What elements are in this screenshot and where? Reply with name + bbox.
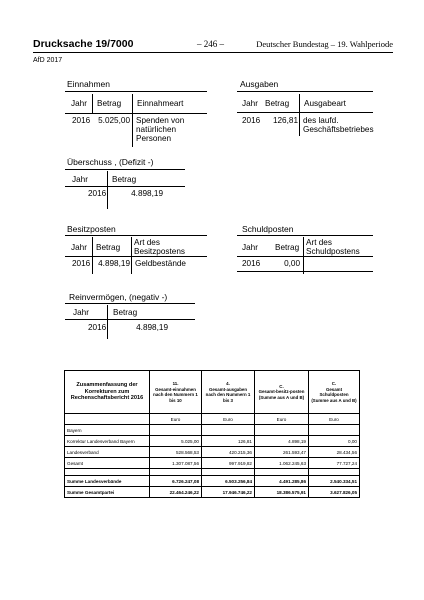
ausgaben-title: Ausgaben [240, 79, 279, 89]
besitzposten-jahr-value: 2016 [72, 259, 91, 268]
besitzposten-col-art: Art des Besitzpostens [134, 238, 185, 257]
ausgaben-divider [299, 94, 300, 136]
reinvermoegen-header-rule [65, 319, 195, 320]
reinvermoegen-col-betrag: Betrag [113, 308, 138, 317]
besitzposten-col-betrag: Betrag [96, 243, 121, 252]
einnahmen-jahr-value: 2016 [72, 116, 91, 125]
besitzposten-art-value: Geldbestände [135, 259, 186, 268]
einnahmen-col-betrag: Betrag [97, 99, 122, 108]
summary-col-text: Gesamt-ausgaben nach den Nummern 1 bis 3 [205, 386, 251, 403]
besitzposten-col-jahr: Jahr [71, 243, 87, 252]
summary-col-number: C. [279, 383, 284, 389]
table-row [65, 487, 360, 498]
ausgaben-col-betrag: Betrag [265, 99, 290, 108]
besitzposten-title: Besitzposten [67, 224, 116, 234]
schuldposten-title: Schuldposten [242, 224, 294, 234]
ueberschuss-betrag-value: 4.898,19 [131, 189, 163, 198]
party-year-label: AfD 2017 [33, 57, 63, 64]
ueberschuss-col-jahr: Jahr [72, 175, 88, 184]
summary-cell-empty [309, 469, 360, 476]
summary-col-header [309, 371, 360, 414]
einnahmen-art-value: Spenden von natürlichen Personen [136, 116, 185, 144]
summary-cell: 77.727,24 [309, 458, 360, 469]
summary-col-number: 4. [226, 381, 230, 386]
table-row [65, 436, 360, 447]
summary-cell: 0,00 [309, 436, 360, 447]
ausgaben-art-value: des laufd. Geschäftsbetriebes [303, 116, 374, 135]
einnahmen-col-art: Einnahmeart [137, 99, 184, 108]
summary-unit: Euro [255, 414, 309, 425]
summary-cell: 28.434,56 [309, 447, 360, 458]
summary-cell-empty [255, 425, 309, 436]
summary-cell: 4.491.285,86 [255, 476, 309, 487]
summary-col-text: Gesamt-besitz-posten (Summe aus A und B) [258, 389, 305, 400]
schuldposten-title-rule [237, 235, 373, 236]
summary-row-label: Landesverband [65, 447, 150, 458]
schuldposten-header-rule [237, 256, 373, 257]
summary-cell-empty [150, 469, 202, 476]
ueberschuss-title-rule [65, 169, 185, 170]
reinvermoegen-title: Reinvermögen, (negativ -) [69, 292, 168, 302]
ausgaben-jahr-value: 2016 [242, 116, 261, 125]
summary-cell: 1.062.245,63 [255, 458, 309, 469]
summary-unit-blank [65, 414, 150, 425]
summary-unit: Euro [309, 414, 360, 425]
summary-cell-empty [150, 425, 202, 436]
header-rule [33, 52, 393, 53]
summary-cell: 6.503.256,84 [202, 476, 255, 487]
summary-cell-empty [202, 425, 255, 436]
summary-unit-row [65, 414, 360, 425]
summary-col-header [255, 371, 309, 414]
ueberschuss-jahr-value: 2016 [88, 189, 107, 198]
schuldposten-bottom-rule [237, 271, 373, 272]
summary-col-number: 11. [172, 381, 179, 386]
table-row [65, 447, 360, 458]
summary-cell: 420.215,36 [202, 447, 255, 458]
summary-unit: Euro [150, 414, 202, 425]
document-number [33, 38, 133, 50]
summary-cell: 6.726.247,08 [150, 476, 202, 487]
summary-col-text: Gesamt Schuldposten (Summe aus A und B) [311, 386, 357, 403]
table-row [65, 476, 360, 487]
schuldposten-col-art: Art des Schuldpostens [306, 238, 360, 257]
schuldposten-jahr-value: 2016 [242, 259, 261, 268]
summary-col-header [202, 371, 255, 414]
ausgaben-col-art: Ausgabeart [304, 99, 346, 108]
ausgaben-betrag-value: 126,81 [272, 116, 298, 125]
reinvermoegen-divider [107, 305, 108, 339]
summary-cell: 261.593,47 [255, 447, 309, 458]
ueberschuss-title: Überschuss , (Defizit -) [67, 157, 154, 167]
document-number-value: 7000 [110, 38, 134, 50]
reinvermoegen-title-rule [65, 303, 195, 304]
summary-cell: 4.898,19 [255, 436, 309, 447]
schuldposten-col-betrag: Betrag [275, 243, 300, 252]
summary-section-label: Bayern [65, 425, 150, 436]
summary-col-header [150, 371, 202, 414]
summary-cell-empty [309, 425, 360, 436]
summary-col-text: Gesamt-einnahmen nach den Nummern 1 bis 10 [153, 386, 198, 403]
einnahmen-divider [132, 94, 133, 147]
summary-cell: 528.568,53 [150, 447, 202, 458]
ueberschuss-header-rule [65, 186, 185, 187]
besitzposten-header-rule [65, 256, 207, 257]
summary-title: Zusammenfassung der Korrekturen zum Rechenschaftsbericht 2016 [65, 371, 150, 414]
table-row [65, 458, 360, 469]
schuldposten-col-jahr: Jahr [242, 243, 258, 252]
summary-cell: 1.307.087,56 [150, 458, 202, 469]
summary-table [64, 370, 360, 498]
summary-spacer-row [65, 469, 360, 476]
summary-unit: Euro [202, 414, 255, 425]
summary-cell: 997.919,82 [202, 458, 255, 469]
einnahmen-betrag-value: 5.025,00 [98, 116, 130, 125]
summary-cell: 17.946.746,22 [202, 487, 255, 498]
summary-row-label: Gesamt [65, 458, 150, 469]
besitzposten-betrag-value: 4.898,19 [98, 259, 130, 268]
summary-cell: 126,81 [202, 436, 255, 447]
reinvermoegen-betrag-value: 4.898,19 [136, 323, 168, 332]
summary-cell: 2.540.334,51 [309, 476, 360, 487]
summary-cell: 18.386.575,91 [255, 487, 309, 498]
summary-cell-empty [255, 469, 309, 476]
summary-row-label: Korrektur Landesverband Bayern [65, 436, 150, 447]
summary-cell: 22.464.246,22 [150, 487, 202, 498]
reinvermoegen-jahr-value: 2016 [88, 323, 107, 332]
ueberschuss-divider [107, 171, 108, 209]
summary-row-label: Summe Landesverbände [65, 476, 150, 487]
summary-cell: 3.627.826,05 [309, 487, 360, 498]
einnahmen-title-rule [65, 91, 207, 92]
einnahmen-col-jahr: Jahr [71, 99, 87, 108]
summary-col-number: C. [331, 381, 337, 386]
ausgaben-col-jahr: Jahr [242, 99, 258, 108]
ueberschuss-col-betrag: Betrag [112, 175, 137, 184]
page-number: – 246 – [197, 39, 224, 49]
einnahmen-header-rule [65, 113, 207, 114]
schuldposten-betrag-value: 0,00 [284, 259, 300, 268]
summary-cell-empty [65, 469, 150, 476]
einnahmen-divider [92, 94, 93, 114]
einnahmen-title: Einnahmen [67, 79, 111, 89]
document-number-prefix: Drucksache 19/ [33, 38, 111, 50]
ausgaben-header-rule [237, 112, 373, 113]
running-header [33, 38, 393, 52]
parliament-label: Deutscher Bundestag – 19. Wahlperiode [256, 39, 393, 49]
summary-header-row [65, 371, 360, 414]
reinvermoegen-col-jahr: Jahr [73, 308, 89, 317]
besitzposten-title-rule [65, 235, 207, 236]
summary-section-row [65, 425, 360, 436]
summary-cell-empty [202, 469, 255, 476]
ausgaben-title-rule [237, 91, 373, 92]
summary-row-label: Summe Gesamtpartei [65, 487, 150, 498]
summary-cell: 5.025,00 [150, 436, 202, 447]
